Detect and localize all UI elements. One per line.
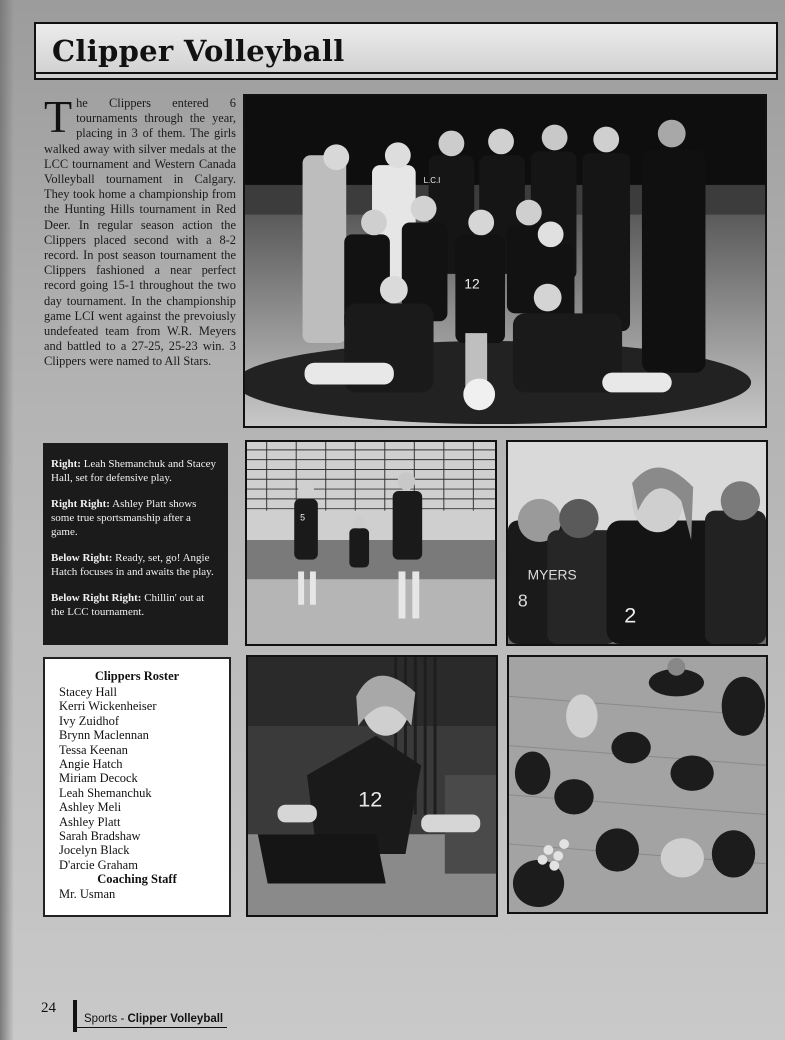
roster-list <box>59 685 229 872</box>
coach-name: Mr. Usman <box>59 887 116 902</box>
ready-set-go-photo <box>246 655 498 917</box>
intro-text: he Clippers entered 6 tournaments through the year, placing in 3 of them. The girls walked away with silver medals at the LCC tournament and Western Canada Volleyball tournament in Calgary. They took home a championship from the Hunting Hills tournament in Red Deer. In regular season action the Clippers placed second with a 8-2 record. In post season tournament the Clippers fashioned a near perfect record going 15-1 throughout the two day tournament. In the championship game LCI went against the prevoiusly undefeated team from W.R. Meyers and battled to a 27-25, 25-23 win. 3 Clippers were named to All Stars. <box>44 96 236 369</box>
sportsmanship-photo <box>506 440 768 646</box>
team-photo <box>243 94 767 428</box>
footer-section: Sports <box>84 1013 118 1025</box>
jersey-text-myers: MYERS <box>527 567 577 583</box>
caption-below-right-right: Below Right Right: Chillin' out at the LCC tournament. <box>51 592 205 618</box>
roster-player: Brynn Maclennan <box>59 728 149 743</box>
defensive-play-photo <box>245 440 497 646</box>
caption-right: Right: Leah Shemanchuk and Stacey Hall, set for defensive play. <box>51 458 216 484</box>
roster-player: Stacey Hall <box>59 685 117 699</box>
footer-rule <box>77 1027 227 1028</box>
title-underline <box>36 72 776 74</box>
page-title: Clipper Volleyball <box>52 34 345 68</box>
title-banner <box>34 22 778 80</box>
chillin-out-photo <box>507 655 768 914</box>
roster-heading: Clippers Roster <box>94 669 180 683</box>
footer-label <box>84 1013 223 1025</box>
roster-player: Ashley Meli <box>59 800 122 815</box>
jersey-number-5: 5 <box>300 512 306 523</box>
jersey-number-8: 8 <box>517 590 528 611</box>
footer-separator: - <box>117 1013 128 1025</box>
roster-player: Ashley Platt <box>59 814 121 829</box>
page-number: 24 <box>41 1000 56 1016</box>
roster-player: Leah Shemanchuk <box>59 785 152 800</box>
intro-paragraph <box>44 91 236 370</box>
photo-captions <box>43 443 228 645</box>
footer-title: Clipper Volleyball <box>127 1013 224 1025</box>
caption-below-right: Below Right: Ready, set, go! Angie Hatch focuses in and awaits the play. <box>51 552 214 578</box>
page-edge-shadow <box>0 0 14 1040</box>
roster-player: Tessa Keenan <box>59 742 128 757</box>
roster-player: Kerri Wickenheiser <box>59 699 157 714</box>
roster-player: Miriam Decock <box>59 771 138 786</box>
jersey-number-12: 12 <box>464 275 480 292</box>
roster-player: Angie Hatch <box>59 757 123 772</box>
caption-right-right: Right Right: Ashley Platt shows some true sportsmanship after a game. <box>51 498 197 538</box>
roster-player: Jocelyn Black <box>59 843 130 858</box>
roster-player: Ivy Zuidhof <box>59 713 120 728</box>
drop-cap: T <box>44 91 73 142</box>
jersey-text-lci: L.C.I <box>423 175 441 185</box>
jersey-number-2: 2 <box>624 602 637 628</box>
coaching-staff-heading: Coaching Staff <box>97 872 177 887</box>
roster-player: Sarah Bradshaw <box>59 829 141 844</box>
roster-box <box>43 657 231 917</box>
roster-player: D'arcie Graham <box>59 857 138 872</box>
jersey-number-12-b: 12 <box>358 786 383 812</box>
